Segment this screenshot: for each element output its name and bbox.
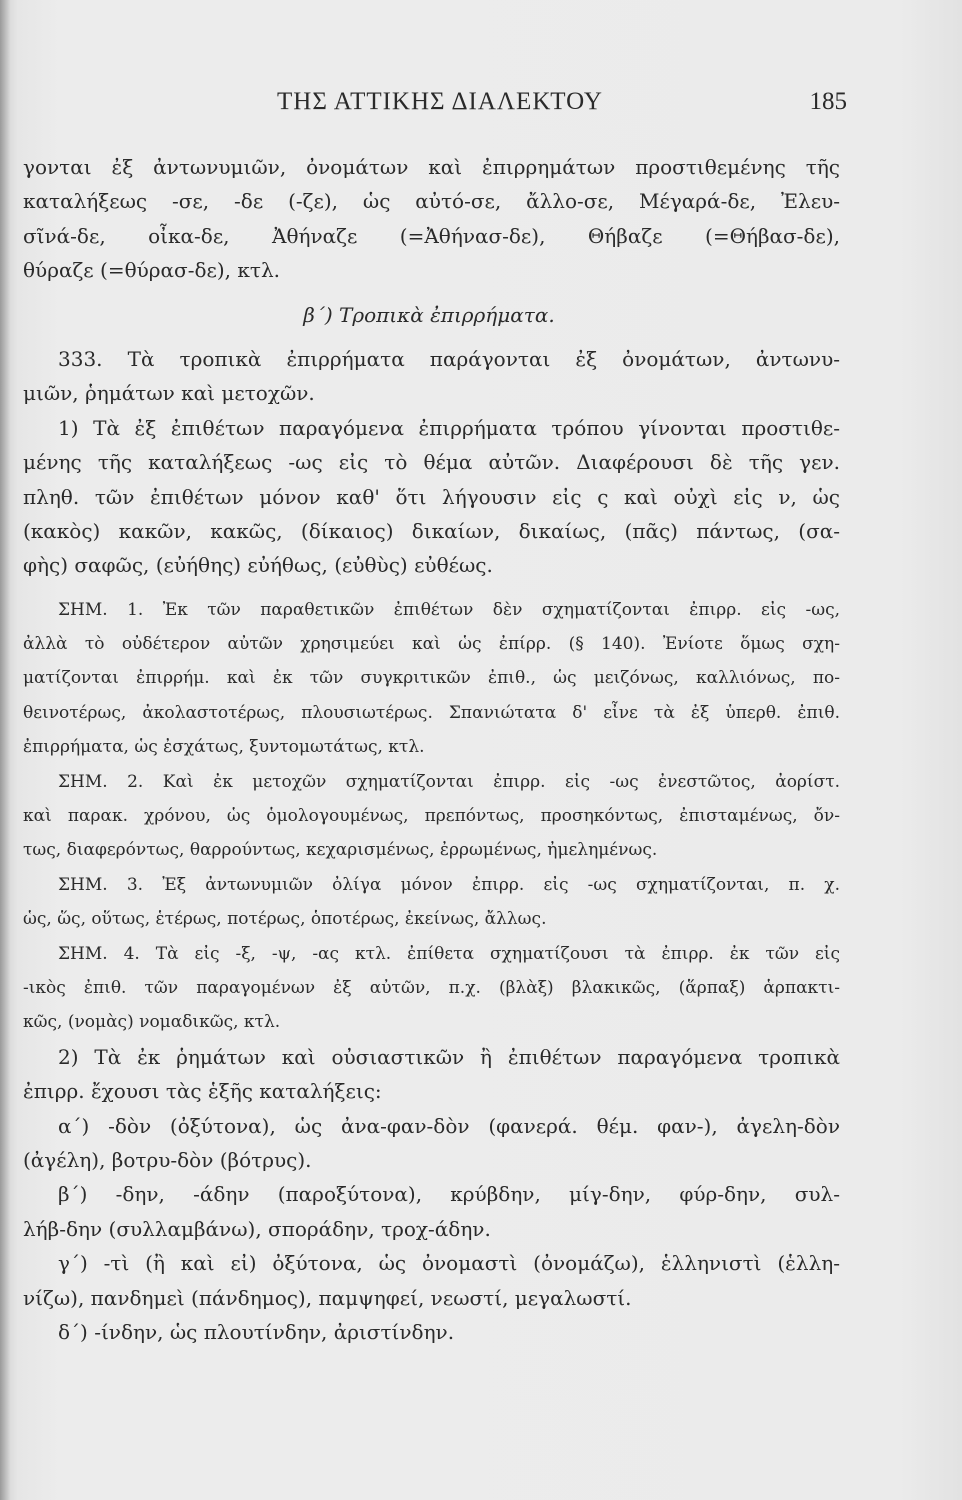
note-line: ὡς, ὥς, οὕτως, ἑτέρως, ποτέρως, ὁποτέρως, ἐκείνως, ἄλλως. [23,909,547,930]
note-line: κῶς, (νομὰς) νομαδικῶς, κτλ. [23,1012,281,1033]
note-line: ἐπιρρήματα, ὡς ἐσχάτως, ξυντομωτάτως, κτλ. [23,737,425,758]
running-header [0,88,962,128]
text-line: (ἀγέλη), βοτρυ-δὸν (βότρυς). [23,1147,312,1172]
text-line: πληθ. τῶν ἐπιθέτων μόνον καθ' ὅτι λήγουσιν εἰς ς καὶ οὐχὶ εἰς ν, ὡς [23,484,840,509]
page-number: 185 [809,88,847,115]
note-line: -ικὸς ἐπιθ. τῶν παραγομένων ἐξ αὐτῶν, π.χ. (βλὰξ) βλακικῶς, (ἅρπαξ) ἁρπακτι- [23,977,840,998]
item-alpha: α΄) -δὸν (ὀξύτονα), ὡς ἀνα-φαν-δὸν (φανερά. θέμ. φαν-), ἀγελη-δὸν [58,1113,840,1138]
item-gamma: γ΄) -τὶ (ἢ καὶ εἰ) ὀξύτονα, ὡς ὀνομαστὶ (ὀνομάζω), ἑλληνιστὶ (ἑλλη- [58,1251,840,1276]
text-line: θύραζε (=θύρασ-δε), κτλ. [23,258,280,283]
note-4: ΣΗΜ. 4. Τὰ εἰς -ξ, -ψ, -ας κτλ. ἐπίθετα σχηματίζουσι τὰ ἐπιρρ. ἐκ τῶν εἰς [58,943,840,964]
text-line: καταλήξεως -σε, -δε (-ζε), ὡς αὐτό-σε, ἄλλο-σε, Μέγαρά-δε, Ἐλευ- [23,189,840,214]
text-line: λήβ-δην (συλλαμβάνω), σποράδην, τροχ-άδην. [23,1216,491,1241]
note-line: θεινοτέρως, ἀκολαστοτέρως, πλουσιωτέρως. Σπανιώτατα δ' εἶνε τὰ ἐξ ὑπερθ. ἐπιθ. [23,702,840,723]
note-line: ματίζονται ἐπιρρήμ. καὶ ἐκ τῶν συγκριτικῶν ἐπιθ., ὡς μειζόνως, καλλιόνως, πο- [23,668,840,689]
text-line: ἐπιρρ. ἔχουσι τὰς ἑξῆς καταλήξεις: [23,1079,382,1104]
section-heading: β΄) Τροπικὰ ἐπιρρήματα. [303,302,555,327]
item-beta: β΄) -δην, -άδην (παροξύτονα), κρύβδην, μίγ-δην, φύρ-δην, συλ- [58,1182,840,1207]
text-line: σῖνά-δε, οἶκα-δε, Ἀθήναζε (=Ἀθήνασ-δε), Θήβαζε (=Θήβασ-δε), [23,223,840,248]
note-2: ΣΗΜ. 2. Καὶ ἐκ μετοχῶν σχηματίζονται ἐπιρρ. εἰς -ως ἐνεστῶτος, ἀορίστ. [58,771,840,792]
text-line: νίζω), πανδημεὶ (πάνδημος), παμψηφεί, νεωστί, μεγαλωστί. [23,1285,632,1310]
note-line: καὶ παρακ. χρόνου, ὡς ὁμολογουμένως, πρεπόντως, προσηκόντως, ἐπισταμένως, ὄν- [23,806,840,827]
paragraph-1-start: 1) Τὰ ἐξ ἐπιθέτων παραγόμενα ἐπιρρήματα τρόπου γίνονται προστιθε- [58,415,840,440]
item-delta: δ΄) -ίνδην, ὡς πλουτίνδην, ἀριστίνδην. [58,1319,455,1344]
text-line: μιῶν, ῥημάτων καὶ μετοχῶν. [23,381,315,406]
text-line: (κακὸς) κακῶν, κακῶς, (δίκαιος) δικαίων, δικαίως, (πᾶς) πάντως, (σα- [23,518,840,543]
note-3: ΣΗΜ. 3. Ἐξ ἀντωνυμιῶν ὀλίγα μόνον ἐπιρρ. εἰς -ως σχηματίζονται, π. χ. [58,874,840,895]
text-line: μένης τῆς καταλήξεως -ως εἰς τὸ θέμα αὐτῶν. Διαφέρουσι δὲ τῆς γεν. [23,450,840,475]
text-line: φὴς) σαφῶς, (εὐήθης) εὐήθως, (εὐθὺς) εὐθέως. [23,553,493,578]
running-title: ΤΗΣ ΑΤΤΙΚΗΣ ΔΙΑΛΕΚΤΟΥ [277,88,603,115]
note-line: τως, διαφερόντως, θαρρούντως, κεχαρισμένως, ἐρρωμένως, ἠμελημένως. [23,840,658,861]
text-line: γονται ἐξ ἀντωνυμιῶν, ὀνομάτων καὶ ἐπιρρημάτων προστιθεμένης τῆς [23,155,840,179]
note-1: ΣΗΜ. 1. Ἐκ τῶν παραθετικῶν ἐπιθέτων δὲν σχηματίζονται ἐπιρρ. εἰς -ως, [58,599,840,620]
page-edge-shadow [0,0,10,1500]
paragraph-333-start: 333. Τὰ τροπικὰ ἐπιρρήματα παράγονται ἐξ ὀνομάτων, ἀντωνυ- [58,346,840,371]
note-line: ἀλλὰ τὸ οὐδέτερον αὐτῶν χρησιμεύει καὶ ὡς ἐπίρρ. (§ 140). Ἐνίοτε ὅμως σχη- [23,634,840,655]
paragraph-2-start: 2) Τὰ ἐκ ῥημάτων καὶ οὐσιαστικῶν ἢ ἐπιθέτων παραγόμενα τροπικὰ [58,1044,840,1069]
body-text [18,150,840,1349]
